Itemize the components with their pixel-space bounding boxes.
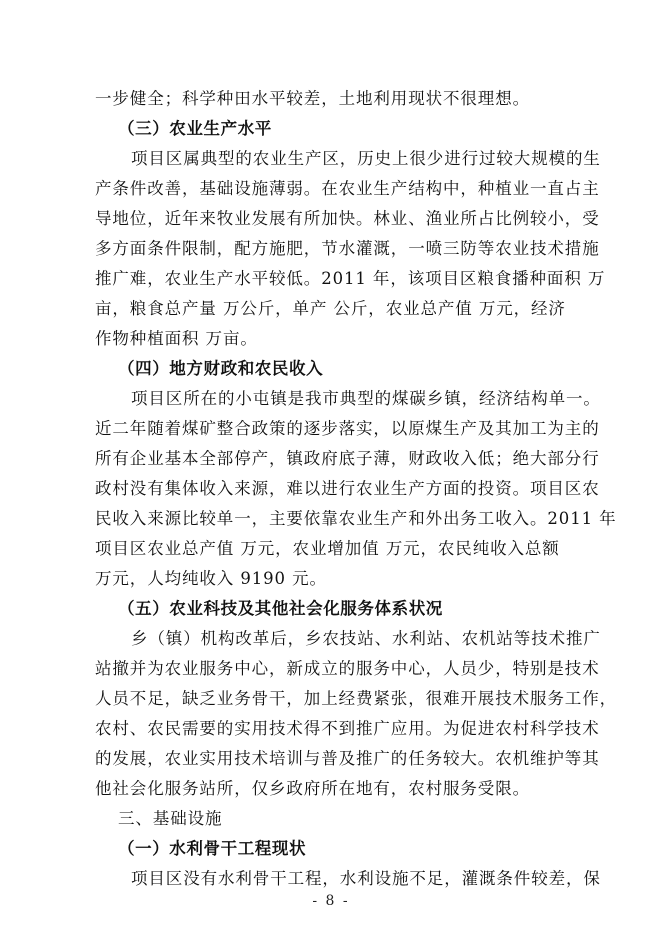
body-text-line: 所有企业基本全部停产，镇政府底子薄，财政收入低；绝大部分行	[95, 449, 600, 468]
body-text-line: 项目区农业总产值 万元，农业增加值 万元，农民纯收入总额	[95, 539, 560, 558]
body-text-line: 政村没有集体收入来源，难以进行农业生产方面的投资。项目区农	[95, 479, 600, 498]
body-text-line: 多方面条件限制，配方施肥，节水灌溉，一喷三防等农业技术措施	[95, 239, 600, 258]
paragraph-first-line: 项目区所在的小屯镇是我市典型的煤碳乡镇，经济结构单一。	[131, 389, 601, 408]
body-text-line: 农村、农民需要的实用技术得不到推广应用。为促进农村科学技术	[95, 719, 600, 738]
body-text-line: 民收入来源比较单一，主要依靠农业生产和外出务工收入。2011 年	[95, 509, 617, 528]
page-number: - 8 -	[312, 893, 350, 909]
paragraph-first-line: 项目区属典型的农业生产区，历史上很少进行过较大规模的生	[131, 149, 601, 168]
body-text-line: 推广难，农业生产水平较低。2011 年，该项目区粮食播种面积 万	[95, 269, 606, 288]
body-text-line: 一步健全；科学种田水平较差，土地利用现状不很理想。	[95, 89, 530, 108]
body-text-line: 产条件改善，基础设施薄弱。在农业生产结构中，种植业一直占主	[95, 179, 600, 198]
subsection-heading: （五）农业科技及其他社会化服务体系状况	[118, 599, 443, 618]
subsection-heading: （四）地方财政和农民收入	[118, 359, 324, 378]
body-text-line: 作物种植面积 万亩。	[95, 329, 258, 348]
body-text-line: 万元，人均纯收入 9190 元。	[95, 569, 327, 588]
body-text-line: 亩，粮食总产量 万公斤，单产 公斤，农业总产值 万元，经济	[95, 299, 566, 318]
body-text-line: 站撤并为农业服务中心，新成立的服务中心，人员少，特别是技术	[95, 659, 600, 678]
body-text-line: 的发展，农业实用技术培训与普及推广的任务较大。农机维护等其	[95, 749, 600, 768]
section-heading: 三、基础设施	[118, 809, 223, 828]
paragraph-first-line: 乡（镇）机构改革后，乡农技站、水利站、农机站等技术推广	[131, 629, 601, 648]
subsection-heading: （三）农业生产水平	[118, 119, 272, 138]
paragraph-first-line: 项目区没有水利骨干工程，水利设施不足，灌溉条件较差，保	[131, 869, 601, 888]
body-text-line: 人员不足，缺乏业务骨干，加上经费紧张，很难开展技术服务工作，	[95, 689, 617, 708]
body-text-line: 导地位，近年来牧业发展有所加快。林业、渔业所占比例较小，受	[95, 209, 600, 228]
subsection-heading: （一）水利骨干工程现状	[118, 839, 307, 858]
body-text-line: 他社会化服务站所，仅乡政府所在地有，农村服务受限。	[95, 779, 530, 798]
body-text-line: 近二年随着煤矿整合政策的逐步落实，以原煤生产及其加工为主的	[95, 419, 600, 438]
